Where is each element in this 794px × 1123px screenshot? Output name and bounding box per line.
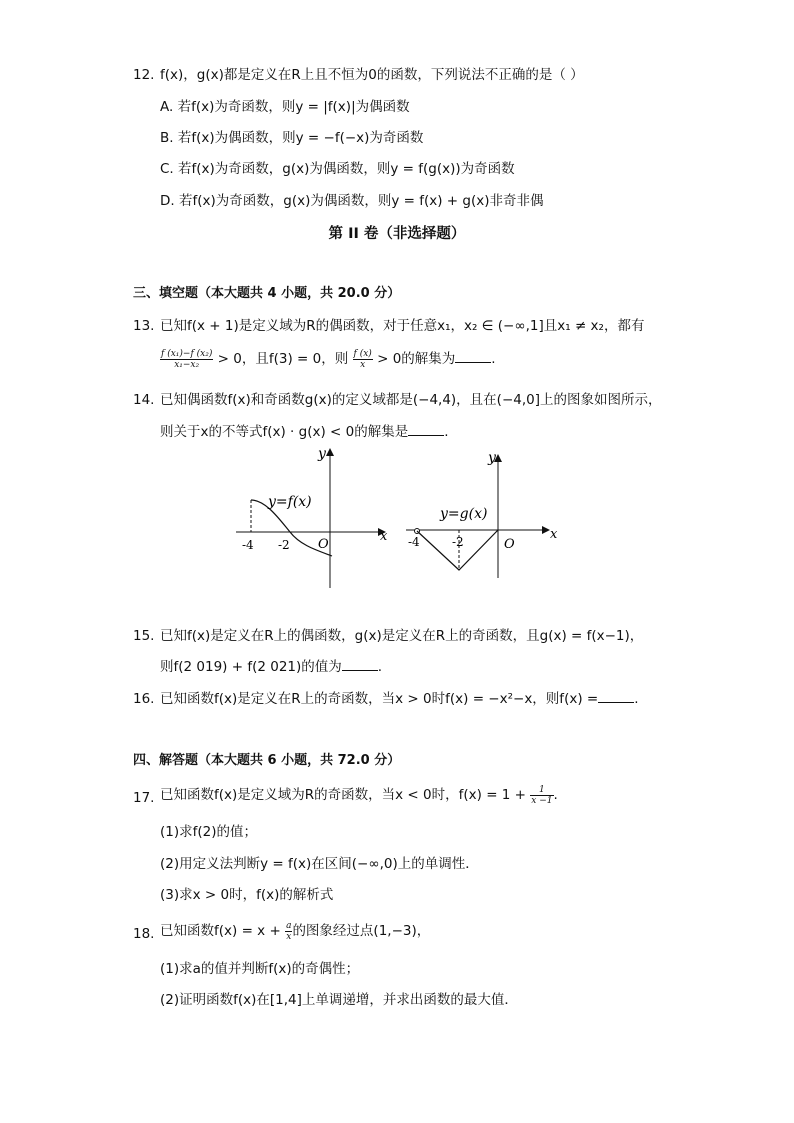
f-x-label: x [380, 529, 388, 544]
q17-period: . [553, 787, 558, 803]
q18-line1b: 的图象经过点(1,−3)， [292, 923, 431, 939]
q17-frac-num: 1 [530, 785, 553, 796]
graph-g [400, 440, 570, 590]
f-tick-b: -2 [278, 538, 290, 552]
g-origin: O [504, 537, 515, 552]
q13-frac2-den: x [360, 359, 366, 370]
f-y-arrow [326, 448, 334, 456]
q17-sub1: (1)求f(2)的值； [160, 824, 257, 840]
q14-line2-text: 则关于x的不等式f(x) · g(x) < 0的解集是 [160, 424, 409, 440]
q12-option-a: A. 若f(x)为奇函数，则y = |f(x)|为偶函数 [160, 99, 410, 115]
q15-answer-blank[interactable] [342, 658, 378, 671]
q13-fraction-2 [353, 349, 373, 370]
part2-title: 第 II 卷（非选择题） [328, 226, 466, 242]
f-label: y=f(x) [268, 494, 312, 510]
q15-period: . [377, 659, 383, 675]
g-tick-a: -4 [408, 535, 420, 549]
q16-number: 16. [133, 691, 155, 707]
section-4-heading: 四、解答题（本大题共 6 小题，共 72.0 分） [133, 753, 401, 768]
q14-answer-blank[interactable] [408, 423, 444, 436]
q18-frac-num: a [286, 920, 292, 931]
g-x-label: x [550, 527, 558, 542]
q13-period: . [491, 351, 496, 367]
q17-line1-text: 已知函数f(x)是定义域为R的奇函数，当x < 0时，f(x) = 1 + [160, 787, 526, 803]
q17-sub3: (3)求x > 0时，f(x)的解析式 [160, 887, 334, 903]
q14-line1: 已知偶函数f(x)和奇函数g(x)的定义域都是(−4,4)，且在(−4,0]上的图象如图所示， [160, 392, 662, 408]
q15-line1: 已知f(x)是定义在R上的偶函数，g(x)是定义在R上的奇函数，且g(x) = f(x−1)， [160, 628, 644, 644]
q18-line1a: 已知函数f(x) = x + [160, 923, 281, 939]
q13-frac1-den: x₁−x₂ [174, 359, 200, 370]
q13-frac1-num: f (x₁)−f (x₂) [161, 348, 213, 359]
q17-number: 17. [133, 790, 155, 806]
q17-sub2: (2)用定义法判断y = f(x)在区间(−∞,0)上的单调性． [160, 856, 479, 872]
f-tick-a: -4 [242, 538, 254, 552]
q18-line1 [160, 918, 430, 944]
q13-number: 13. [133, 318, 155, 334]
q18-frac-den: x [286, 931, 292, 942]
q18-sub1: (1)求a的值并判断f(x)的奇偶性； [160, 961, 360, 977]
graph-f [228, 440, 398, 590]
g-x-arrow [542, 526, 550, 534]
q15-line2 [160, 658, 382, 676]
q15-line2-text: 则f(2 019) + f(2 021)的值为 [160, 659, 342, 675]
q16-period: . [634, 691, 639, 707]
q15-number: 15. [133, 628, 155, 644]
g-y-label: y [488, 450, 496, 466]
q17-fraction [530, 785, 553, 806]
q17-line1 [160, 782, 558, 808]
q12-number: 12. [133, 67, 155, 83]
q13-frac2-num: f (x) [353, 348, 372, 359]
q16-answer-blank[interactable] [598, 690, 634, 703]
q13-end: > 0的解集为 [377, 351, 456, 367]
g-tick-b: -2 [452, 535, 464, 549]
q18-number: 18. [133, 926, 155, 942]
q13-line1: 已知f(x + 1)是定义域为R的偶函数，对于任意x₁，x₂ ∈ (−∞,1]且x₁ ≠ x₂，都有 [160, 318, 645, 334]
f-y-label: y [318, 446, 326, 462]
q16-line1 [160, 690, 639, 708]
q12-option-d: D. 若f(x)为奇函数，g(x)为偶函数，则y = f(x) + g(x)非奇非偶 [160, 193, 544, 209]
g-label: y=g(x) [440, 506, 488, 522]
q12-option-b: B. 若f(x)为偶函数，则y = −f(−x)为奇函数 [160, 130, 424, 146]
q14-number: 14. [133, 392, 155, 408]
q13-line2 [160, 346, 496, 372]
q12-option-c: C. 若f(x)为奇函数，g(x)为偶函数，则y = f(g(x))为奇函数 [160, 161, 515, 177]
q13-mid1: > 0，且f(3) = 0，则 [217, 351, 349, 367]
q14-line2 [160, 423, 449, 441]
q16-line1-text: 已知函数f(x)是定义在R上的奇函数，当x > 0时f(x) = −x²−x，则f(x) = [160, 691, 599, 707]
q14-period: . [444, 424, 449, 440]
q13-fraction-1 [160, 349, 213, 370]
q13-answer-blank[interactable] [455, 350, 491, 363]
q17-frac-den: x −1 [531, 795, 553, 806]
q18-sub2: (2)证明函数f(x)在[1,4]上单调递增，并求出函数的最大值． [160, 992, 518, 1008]
q12-stem: f(x)，g(x)都是定义在R上且不恒为0的函数，下列说法不正确的是（ ） [160, 67, 584, 83]
section-3-heading: 三、填空题（本大题共 4 小题，共 20.0 分） [133, 286, 401, 301]
f-origin: O [318, 537, 329, 552]
